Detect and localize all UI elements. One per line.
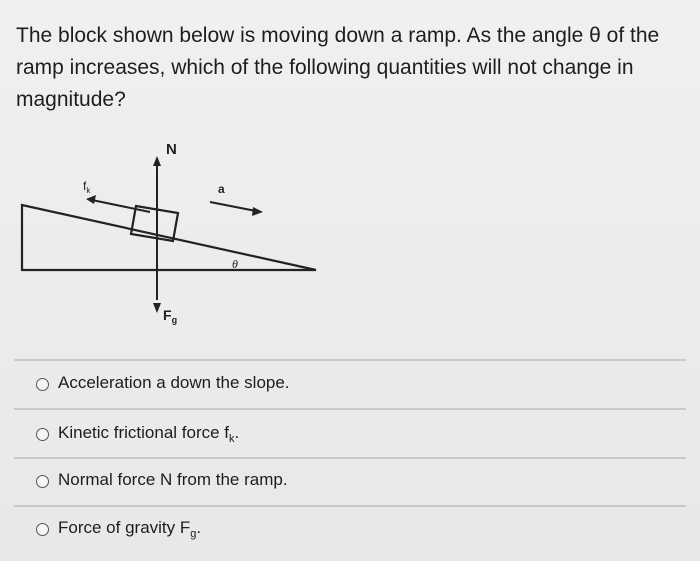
option-gravity[interactable] bbox=[36, 514, 201, 544]
label-normal-force: N bbox=[166, 141, 177, 158]
ramp-diagram bbox=[0, 130, 360, 340]
radio-button-icon[interactable] bbox=[36, 475, 49, 488]
radio-button-icon[interactable] bbox=[36, 523, 49, 536]
option-label: Kinetic frictional force $f_k$. bbox=[58, 423, 240, 445]
option-label: Force of gravity $F_g$. bbox=[58, 518, 202, 540]
radio-button-icon[interactable] bbox=[36, 428, 49, 441]
question-text: The block shown below is moving down a ramp. As the angle θ of the ramp increases, which of the following quantities will not change in magnitude? bbox=[16, 24, 660, 111]
divider bbox=[14, 457, 686, 459]
label-gravity: $F_g$ bbox=[163, 307, 178, 325]
divider bbox=[14, 408, 686, 410]
friction-arrowhead bbox=[86, 195, 96, 204]
option-label: Acceleration a down the slope. bbox=[58, 373, 290, 392]
option-normal-force[interactable] bbox=[36, 466, 288, 496]
label-acceleration: a bbox=[218, 182, 225, 196]
normal-force-arrowhead bbox=[153, 156, 161, 166]
ramp-triangle bbox=[22, 205, 316, 270]
radio-button-icon[interactable] bbox=[36, 378, 49, 391]
label-theta: θ bbox=[232, 257, 238, 271]
label-friction: $f_k$ bbox=[83, 179, 91, 195]
block bbox=[131, 206, 178, 241]
option-acceleration[interactable] bbox=[36, 369, 290, 399]
gravity-arrowhead bbox=[153, 303, 161, 313]
divider bbox=[14, 359, 686, 361]
acceleration-arrow-line bbox=[210, 202, 256, 211]
option-kinetic-friction[interactable] bbox=[36, 419, 239, 449]
option-label: Normal force N from the ramp. bbox=[58, 470, 288, 489]
acceleration-arrowhead bbox=[252, 207, 263, 216]
divider bbox=[14, 505, 686, 507]
